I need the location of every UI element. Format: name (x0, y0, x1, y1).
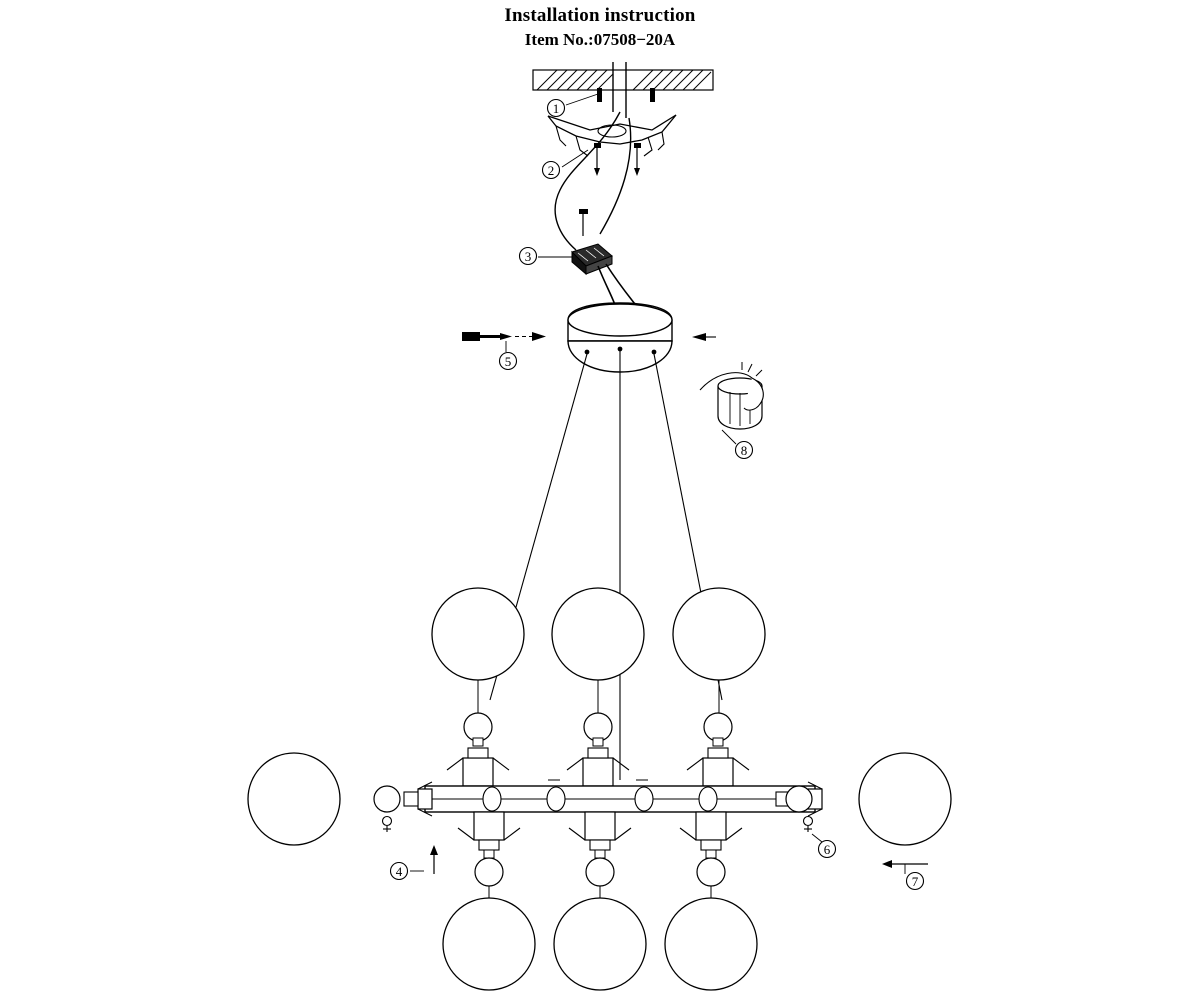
downward-sockets-group (458, 812, 742, 898)
hand-shade-group (700, 362, 763, 444)
page-title: Installation instruction (504, 5, 696, 26)
callout-7 (907, 873, 924, 890)
globe-shade (665, 898, 757, 990)
callout-1-leader (566, 94, 598, 105)
callout-5 (500, 353, 517, 370)
callout-6-leader (812, 834, 822, 842)
callout-3-label: 3 (524, 249, 532, 264)
globe-shade (443, 898, 535, 990)
callout-8-label: 8 (740, 443, 748, 458)
callout-2-label: 2 (547, 163, 555, 178)
callout-2 (543, 162, 560, 179)
upper-globes-group (432, 588, 765, 680)
arrow-up-insert (410, 845, 438, 874)
globe-shade (552, 588, 644, 680)
callout-4 (391, 863, 408, 880)
bulb-icon-left (383, 817, 392, 833)
callout-3 (520, 248, 537, 265)
arrow-left-push (882, 860, 928, 874)
globe-shade (432, 588, 524, 680)
globe-shade (554, 898, 646, 990)
globe-shade (248, 753, 340, 845)
callout-6-label: 6 (823, 842, 831, 857)
item-number: Item No.:07508−20A (524, 30, 676, 49)
supply-cable (555, 112, 631, 250)
callout-8 (736, 442, 753, 459)
callout-6 (819, 841, 836, 858)
callout-5-label: 5 (504, 354, 512, 369)
callout-1-label: 1 (552, 101, 560, 116)
arm-bar-group (374, 780, 822, 816)
mounting-bracket-group (548, 115, 676, 176)
terminal-block-group (538, 244, 638, 308)
callout-7-label: 7 (911, 874, 919, 889)
callout-4-label: 4 (395, 864, 403, 879)
globe-shade (673, 588, 765, 680)
callout-1 (548, 100, 565, 117)
globe-shade (859, 753, 951, 845)
upward-sockets-group (447, 680, 749, 786)
lower-globes-group (443, 898, 757, 990)
bulb-icon-right (804, 817, 813, 833)
